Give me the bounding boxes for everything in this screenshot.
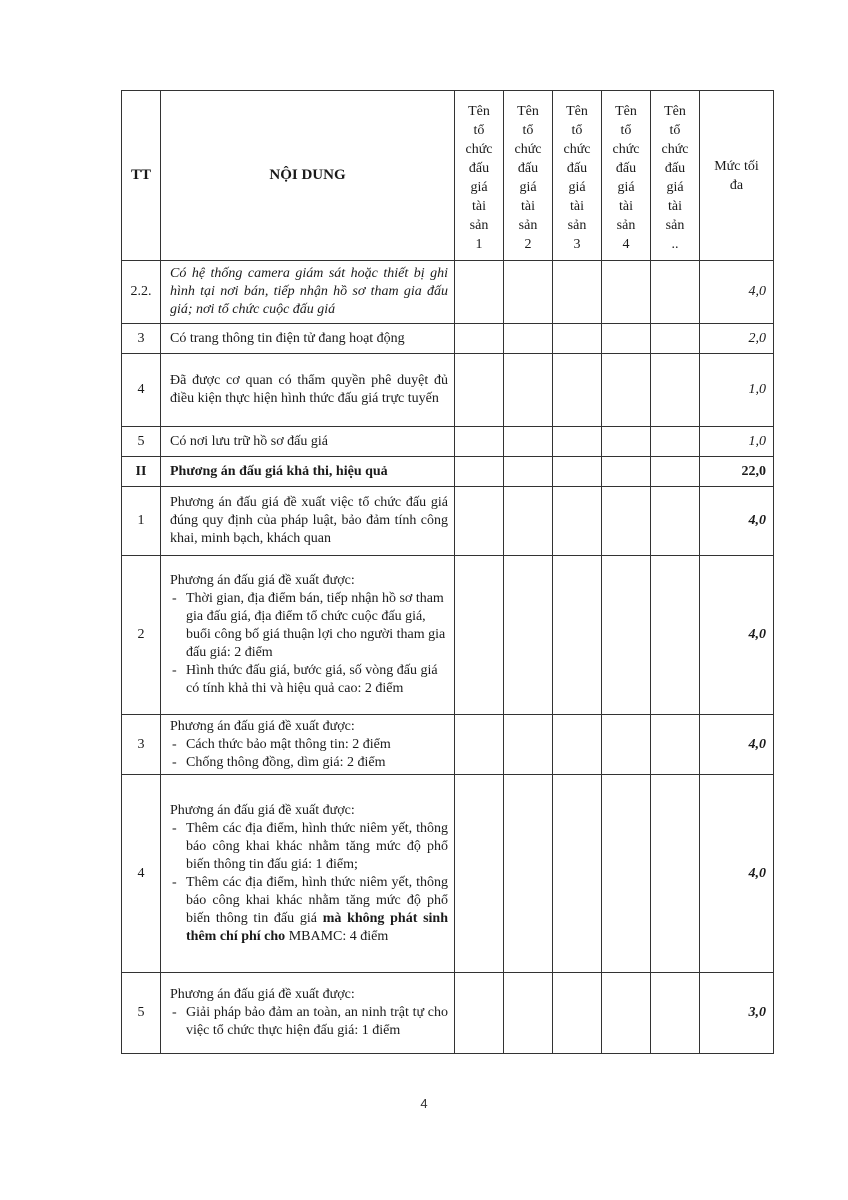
score-cell[interactable] [651,457,700,487]
score-cell[interactable] [651,354,700,427]
row-number: 4 [122,354,161,427]
score-cell[interactable] [553,715,602,775]
row-content: Có nơi lưu trữ hồ sơ đấu giá [161,427,455,457]
scoring-table [121,90,774,1054]
list-item: - Thời gian, địa điểm bán, tiếp nhận hồ sơ tham gia đấu giá, địa điểm tổ chức cuộc đấu giá, buổi công bố giá thuận lợi cho người tham gia đấu giá: 2 điểm [172,591,446,660]
row-number: 5 [122,973,161,1054]
row-content [161,715,455,775]
score-cell[interactable] [553,261,602,324]
list-item: - Thêm các địa điểm, hình thức niêm yết, thông báo công khai khác nhằm tăng mức độ phổ biến thông tin đấu giá mà không phát sinh thêm chí phí cho MBAMC: 4 điểm [172,874,449,944]
list-item: - Giải pháp bảo đảm an toàn, an ninh trật tự cho việc tổ chức thực hiện đấu giá: 1 điểm [172,1005,448,1038]
score-cell[interactable] [602,324,651,354]
score-cell[interactable] [651,261,700,324]
row-number: 5 [122,427,161,457]
list-item: - Chống thông đồng, dìm giá: 2 điểm [172,754,386,770]
score-cell[interactable] [504,457,553,487]
score-cell[interactable] [602,354,651,427]
score-cell[interactable] [455,973,504,1054]
score-cell[interactable] [504,261,553,324]
header-org-3: Tên tổ chức đấu giá tài sản 3 [553,91,602,261]
header-row [122,91,774,261]
max-score: 4,0 [700,715,774,775]
max-score: 4,0 [700,261,774,324]
score-cell[interactable] [553,457,602,487]
score-cell[interactable] [455,457,504,487]
header-org-5: Tên tổ chức đấu giá tài sản .. [651,91,700,261]
max-score: 22,0 [700,457,774,487]
score-cell[interactable] [602,261,651,324]
row-intro: Phương án đấu giá đề xuất được: [170,987,355,1002]
row-intro: Phương án đấu giá đề xuất được: [170,573,355,588]
table-row [122,324,774,354]
row-number: 2 [122,556,161,715]
max-score: 1,0 [700,354,774,427]
section-number: II [122,457,161,487]
score-cell[interactable] [504,324,553,354]
max-score: 4,0 [700,556,774,715]
table-row [122,973,774,1054]
row-content [161,973,455,1054]
score-cell[interactable] [651,973,700,1054]
table-row [122,261,774,324]
score-cell[interactable] [602,487,651,556]
section-row [122,457,774,487]
row-number: 2.2. [122,261,161,324]
score-cell[interactable] [504,487,553,556]
row-number: 3 [122,324,161,354]
row-content: Có hệ thống camera giám sát hoặc thiết bị ghi hình tại nơi bán, tiếp nhận hồ sơ tham gia đấu giá; nơi tổ chức cuộc đấu giá [161,261,455,324]
header-tt: TT [122,91,161,261]
max-score: 4,0 [700,775,774,973]
score-cell[interactable] [455,487,504,556]
score-cell[interactable] [553,354,602,427]
bullet-list [170,736,448,772]
score-cell[interactable] [553,973,602,1054]
header-org-1: Tên tổ chức đấu giá tài sản 1 [455,91,504,261]
header-org-4: Tên tổ chức đấu giá tài sản 4 [602,91,651,261]
list-item: - Thêm các địa điểm, hình thức niêm yết, thông báo công khai khác nhằm tăng mức độ phổ biến thông tin đấu giá: 1 điểm; [172,820,448,872]
row-number: 3 [122,715,161,775]
table-row [122,354,774,427]
max-score: 1,0 [700,427,774,457]
row-content: Đã được cơ quan có thẩm quyền phê duyệt đủ điều kiện thực hiện hình thức đấu giá trực tuyến [161,354,455,427]
score-cell[interactable] [651,487,700,556]
header-org-2: Tên tổ chức đấu giá tài sản 2 [504,91,553,261]
table-row [122,775,774,973]
score-cell[interactable] [455,261,504,324]
table-row [122,715,774,775]
score-cell[interactable] [602,556,651,715]
score-cell[interactable] [651,324,700,354]
score-cell[interactable] [651,427,700,457]
score-cell[interactable] [553,487,602,556]
score-cell[interactable] [504,427,553,457]
score-cell[interactable] [553,775,602,973]
score-cell[interactable] [455,427,504,457]
max-score: 2,0 [700,324,774,354]
table-row [122,427,774,457]
score-cell[interactable] [602,715,651,775]
score-cell[interactable] [602,427,651,457]
score-cell[interactable] [602,775,651,973]
score-cell[interactable] [504,775,553,973]
score-cell[interactable] [553,427,602,457]
page-number: 4 [420,1096,428,1111]
header-max-score: Mức tối đa [700,91,774,261]
score-cell[interactable] [602,973,651,1054]
row-content [161,556,455,715]
score-cell[interactable] [504,354,553,427]
score-cell[interactable] [602,457,651,487]
bullet-list [170,590,448,698]
row-content [161,775,455,973]
bullet-list [170,820,448,946]
score-cell[interactable] [651,556,700,715]
section-title: Phương án đấu giá khả thi, hiệu quả [161,457,455,487]
max-score: 4,0 [700,487,774,556]
score-cell[interactable] [455,556,504,715]
score-cell[interactable] [455,775,504,973]
row-number: 4 [122,775,161,973]
bullet-list [170,1004,448,1040]
score-cell[interactable] [455,715,504,775]
list-item: - Cách thức bảo mật thông tin: 2 điểm [172,736,391,752]
score-cell[interactable] [651,775,700,973]
score-cell[interactable] [553,324,602,354]
header-noi-dung: NỘI DUNG [161,91,455,261]
row-intro: Phương án đấu giá đề xuất được: [170,802,355,818]
row-content: Có trang thông tin điện tử đang hoạt động [161,324,455,354]
score-cell[interactable] [455,354,504,427]
score-cell[interactable] [651,715,700,775]
row-number: 1 [122,487,161,556]
score-cell[interactable] [455,324,504,354]
row-intro: Phương án đấu giá đề xuất được: [170,718,355,734]
table-row [122,556,774,715]
table-row [122,487,774,556]
score-cell[interactable] [504,715,553,775]
score-cell[interactable] [504,556,553,715]
score-cell[interactable] [504,973,553,1054]
list-item: - Hình thức đấu giá, bước giá, số vòng đấu giá có tính khả thi và hiệu quả cao: 2 điểm [172,663,438,696]
row-content: Phương án đấu giá đề xuất việc tổ chức đấu giá đúng quy định của pháp luật, bảo đảm tính công khai, minh bạch, khách quan [161,487,455,556]
max-score: 3,0 [700,973,774,1054]
score-cell[interactable] [553,556,602,715]
